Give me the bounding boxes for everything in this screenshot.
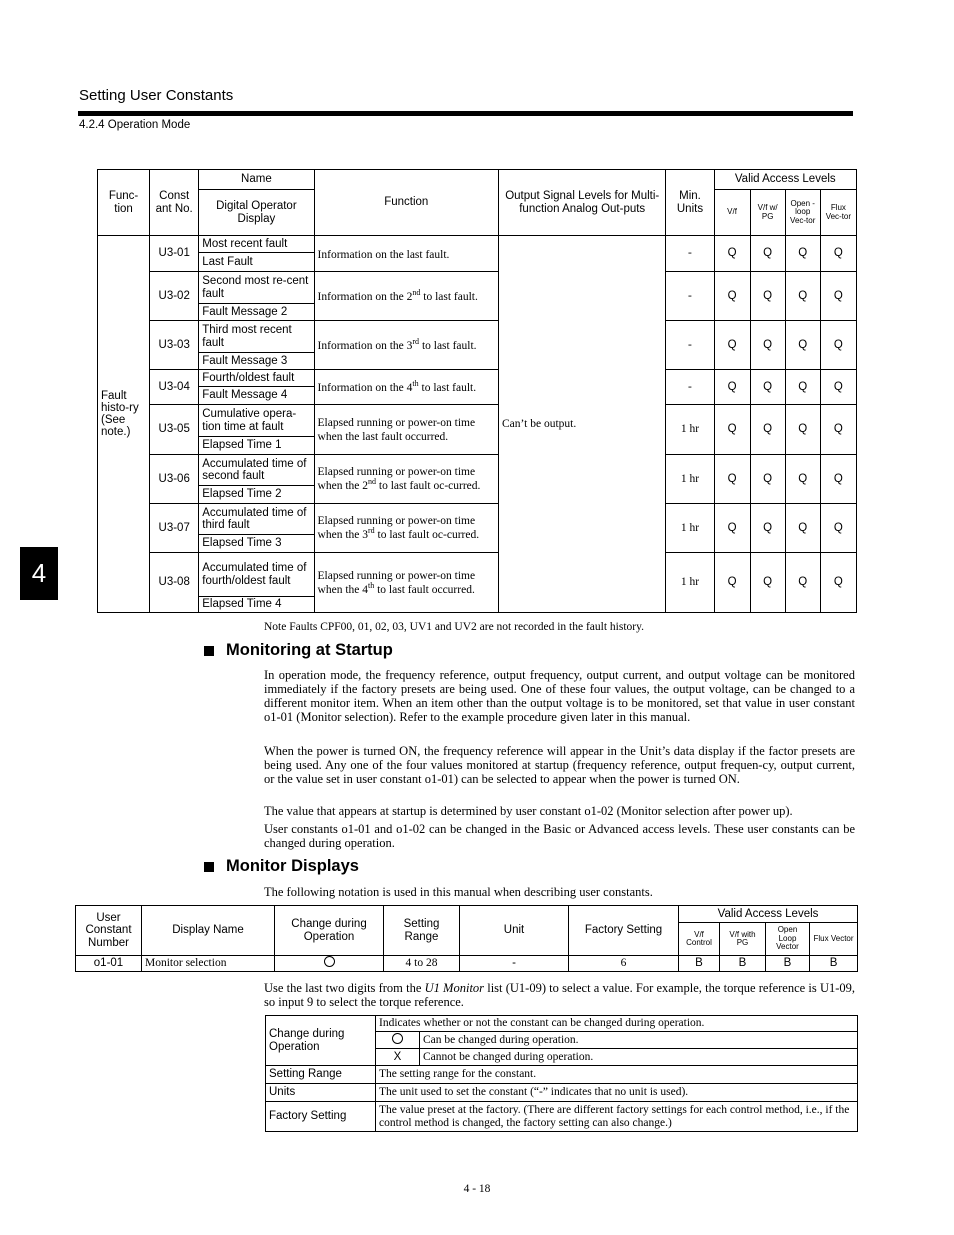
- header-setting-range: Setting Range: [384, 906, 460, 956]
- label-units: Units: [266, 1084, 376, 1102]
- constant-number: U3-01: [150, 236, 199, 272]
- min-units: 1 hr: [666, 405, 714, 455]
- section-heading-monitoring-startup: [204, 641, 393, 660]
- header-output-levels: Output Signal Levels for Multi-function Analog Out-puts: [499, 170, 666, 236]
- header-constant-no: Const ant No.: [150, 170, 199, 236]
- access-vf: Q: [714, 321, 750, 370]
- paragraph: The following notation is used in this manual when describing user constants.: [264, 885, 653, 899]
- function-description: [314, 236, 498, 272]
- page-header-title: Setting User Constants: [79, 87, 234, 104]
- access-vf-pg: Q: [750, 405, 785, 455]
- constant-number: U3-05: [150, 405, 199, 455]
- header-vf-pg: V/f w/ PG: [750, 190, 785, 236]
- header-valid-access: Valid Access Levels: [714, 170, 856, 190]
- header-flux: Flux Vec-tor: [820, 190, 856, 236]
- section-heading-text: Monitoring at Startup: [226, 641, 393, 659]
- circle-icon: [324, 956, 335, 967]
- min-units: -: [666, 272, 714, 321]
- header-valid-access: Valid Access Levels: [679, 906, 858, 923]
- access-vf: Q: [714, 553, 750, 613]
- access-flux: Q: [820, 321, 856, 370]
- operator-display: Elapsed Time 4: [199, 597, 314, 613]
- access-flux: Q: [820, 370, 856, 405]
- access-open-loop: Q: [785, 405, 820, 455]
- function-text: to last fault.: [419, 339, 477, 352]
- change-allowed: [275, 956, 384, 972]
- access-open-loop: Q: [785, 370, 820, 405]
- constant-number: U3-06: [150, 455, 199, 504]
- access-open-loop: Q: [785, 504, 820, 553]
- access-vf-pg: B: [720, 956, 766, 972]
- access-vf: Q: [714, 272, 750, 321]
- header-digital-display: Digital Operator Display: [199, 190, 314, 236]
- operator-display: Fault Message 3: [199, 353, 314, 370]
- function-description: [314, 455, 498, 504]
- header-vf-control: V/f Control: [679, 923, 720, 956]
- min-units: 1 hr: [666, 504, 714, 553]
- table-row: [76, 956, 858, 972]
- header-change-during-operation: Change during Operation: [275, 906, 384, 956]
- access-open-loop: Q: [785, 272, 820, 321]
- bullet-square-icon: [204, 646, 214, 656]
- access-flux: Q: [820, 553, 856, 613]
- function-description: [314, 504, 498, 553]
- notation-legend-table: [265, 1015, 858, 1132]
- operator-display: Elapsed Time 1: [199, 437, 314, 455]
- table-row: [98, 455, 857, 486]
- constant-name: Most recent fault: [199, 236, 314, 253]
- access-vf: Q: [714, 370, 750, 405]
- header-flux-vector: Flux Vector: [810, 923, 858, 956]
- function-text: Information on the last fault.: [317, 248, 450, 261]
- function-text: Elapsed running or power-on time when the 3: [317, 515, 476, 541]
- table-row: [98, 272, 857, 304]
- header-name: Name: [199, 170, 314, 190]
- desc-cannot-change: Cannot be changed during operation.: [420, 1049, 858, 1066]
- constant-name: Second most re-cent fault: [199, 272, 314, 304]
- function-text: Elapsed running or power-on time when the last fault occurred.: [317, 416, 476, 443]
- user-constant-table: [75, 905, 858, 972]
- desc-units: The unit used to set the constant (“-” indicates that no unit is used).: [376, 1084, 858, 1102]
- paragraph-emphasis: U1 Monitor: [424, 981, 485, 995]
- header-display-name: Display Name: [142, 906, 275, 956]
- constant-name: Third most recent fault: [199, 321, 314, 353]
- table-row: [98, 370, 857, 387]
- function-ordinal: rd: [412, 337, 420, 347]
- desc-setting-range: The setting range for the constant.: [376, 1066, 858, 1084]
- min-units: -: [666, 370, 714, 405]
- constant-name: Fourth/oldest fault: [199, 370, 314, 387]
- constant-name: Accumulated time of third fault: [199, 504, 314, 535]
- access-vf: Q: [714, 405, 750, 455]
- fault-history-table: [97, 169, 857, 613]
- constant-number: U3-02: [150, 272, 199, 321]
- display-name: Monitor selection: [142, 956, 275, 972]
- desc-factory-setting: The value preset at the factory. (There are different factory settings for each control method, i.e., if the control method is changed, the factory setting can also change.): [376, 1102, 858, 1132]
- section-heading-monitor-displays: [204, 857, 359, 876]
- access-flux: Q: [820, 272, 856, 321]
- operator-display: Elapsed Time 3: [199, 535, 314, 553]
- header-min-units: Min. Units: [666, 170, 714, 236]
- circle-icon: [392, 1033, 403, 1044]
- function-text: to last fault.: [420, 290, 478, 303]
- bullet-square-icon: [204, 862, 214, 872]
- constant-number: U3-08: [150, 553, 199, 613]
- constant-name: Cumulative opera-tion time at fault: [199, 405, 314, 437]
- function-text: to last fault occurred.: [374, 583, 475, 596]
- function-text: to last fault.: [418, 381, 477, 394]
- header-user-constant: User Constant Number: [76, 906, 142, 956]
- function-ordinal: th: [368, 580, 375, 590]
- function-description: [314, 272, 498, 321]
- constant-number: U3-03: [150, 321, 199, 370]
- access-vf-pg: Q: [750, 455, 785, 504]
- table-note: Note Faults CPF00, 01, 02, 03, UV1 and UV2 are not recorded in the fault history.: [264, 621, 644, 633]
- table-row: [98, 553, 857, 597]
- access-flux: Q: [820, 455, 856, 504]
- header-function: Func-tion: [98, 170, 150, 236]
- access-vf: B: [679, 956, 720, 972]
- desc-change: Indicates whether or not the constant can be changed during operation.: [376, 1016, 858, 1032]
- header-vf-with-pg: V/f with PG: [720, 923, 766, 956]
- function-text: Information on the 2: [317, 290, 413, 303]
- operator-display: Fault Message 4: [199, 387, 314, 405]
- access-flux: B: [810, 956, 858, 972]
- access-open-loop: Q: [785, 236, 820, 272]
- operator-display: Elapsed Time 2: [199, 486, 314, 504]
- paragraph-text: list (U1-09) to select a value. For example, the torque reference is U1-09, so input 9 to select the torque reference.: [264, 981, 856, 1009]
- function-description: [314, 405, 498, 455]
- access-open-loop: Q: [785, 455, 820, 504]
- access-flux: Q: [820, 504, 856, 553]
- access-vf-pg: Q: [750, 370, 785, 405]
- constant-number: o1-01: [76, 956, 142, 972]
- access-vf-pg: Q: [750, 553, 785, 613]
- constant-number: U3-07: [150, 504, 199, 553]
- header-vf: V/f: [714, 190, 750, 236]
- table-row: [98, 405, 857, 437]
- paragraph: User constants o1-01 and o1-02 can be changed in the Basic or Advanced access levels. These user constants can be changed during operation.: [264, 822, 855, 850]
- function-text: Elapsed running or power-on time when the 2: [317, 466, 476, 492]
- access-vf: Q: [714, 455, 750, 504]
- section-number: 4.2.4 Operation Mode: [79, 119, 191, 131]
- constant-number: U3-04: [150, 370, 199, 405]
- header-factory-setting: Factory Setting: [569, 906, 679, 956]
- constant-name: Accumulated time of fourth/oldest fault: [199, 553, 314, 597]
- access-vf-pg: Q: [750, 321, 785, 370]
- access-open-loop: B: [766, 956, 810, 972]
- function-ordinal: th: [412, 379, 419, 389]
- table-row: [98, 504, 857, 535]
- header-open-loop: Open -loop Vec-tor: [785, 190, 820, 236]
- header-open-loop-vector: Open Loop Vector: [766, 923, 810, 956]
- table-row: [98, 236, 857, 253]
- function-text: to last fault oc-curred.: [376, 479, 481, 492]
- function-text: Information on the 4: [317, 381, 413, 394]
- paragraph: In operation mode, the frequency reference, output frequency, output current, and output voltage can be monitored immediately if the factory presets are being used. One of these four values, the output voltage, can be changed to a different monitor item. When an item other than the output voltage is to be monitored, set that value in user constant o1-01 (Monitor selection). Refer to the example procedure given later in this manual.: [264, 668, 855, 724]
- access-vf-pg: Q: [750, 272, 785, 321]
- paragraph: The value that appears at startup is determined by user constant o1-02 (Monitor selection after power up).: [264, 804, 793, 818]
- paragraph: [264, 981, 855, 1009]
- operator-display: Fault Message 2: [199, 304, 314, 321]
- factory-setting: 6: [569, 956, 679, 972]
- function-ordinal: nd: [368, 477, 376, 487]
- unit: -: [460, 956, 569, 972]
- label-setting-range: Setting Range: [266, 1066, 376, 1084]
- chapter-tab: 4: [20, 547, 58, 600]
- header-unit: Unit: [460, 906, 569, 956]
- min-units: -: [666, 236, 714, 272]
- paragraph: When the power is turned ON, the frequency reference will appear in the Unit’s data display if the factor presets are being used. Any one of the four values monitored at startup (frequency reference, output frequen-cy, output current, or the value set in user constant o1-01) can be selected to appear when the power is turned ON.: [264, 744, 855, 786]
- function-ordinal: nd: [412, 288, 421, 298]
- min-units: -: [666, 321, 714, 370]
- section-heading-text: Monitor Displays: [226, 857, 359, 875]
- setting-range: 4 to 28: [384, 956, 460, 972]
- table-row: [98, 321, 857, 353]
- access-flux: Q: [820, 405, 856, 455]
- access-vf-pg: Q: [750, 236, 785, 272]
- operator-display: Last Fault: [199, 253, 314, 272]
- symbol-can-change: [376, 1032, 420, 1049]
- access-vf: Q: [714, 236, 750, 272]
- label-factory-setting: Factory Setting: [266, 1102, 376, 1132]
- function-text: Elapsed running or power-on time when the 4: [317, 569, 476, 596]
- access-flux: Q: [820, 236, 856, 272]
- min-units: 1 hr: [666, 553, 714, 613]
- min-units: 1 hr: [666, 455, 714, 504]
- access-open-loop: Q: [785, 553, 820, 613]
- header-rule: [78, 111, 853, 116]
- function-description: [314, 553, 498, 613]
- symbol-cannot-change: X: [376, 1049, 420, 1066]
- access-open-loop: Q: [785, 321, 820, 370]
- function-description: [314, 370, 498, 405]
- page-number: 4 - 18: [463, 1183, 491, 1195]
- paragraph-text: Use the last two digits from the: [264, 981, 425, 995]
- constant-name: Accumulated time of second fault: [199, 455, 314, 486]
- output-signal-level: Can’t be output.: [499, 236, 666, 613]
- label-change-during-operation: Change during Operation: [266, 1016, 376, 1066]
- desc-can-change: Can be changed during operation.: [420, 1032, 858, 1049]
- access-vf-pg: Q: [750, 504, 785, 553]
- function-text: Information on the 3: [317, 339, 413, 352]
- function-group: Fault histo-ry (See note.): [98, 236, 150, 613]
- function-text: to last fault oc-curred.: [374, 528, 480, 541]
- access-vf: Q: [714, 504, 750, 553]
- function-ordinal: rd: [368, 526, 375, 536]
- function-description: [314, 321, 498, 370]
- header-function-desc: Function: [314, 170, 498, 236]
